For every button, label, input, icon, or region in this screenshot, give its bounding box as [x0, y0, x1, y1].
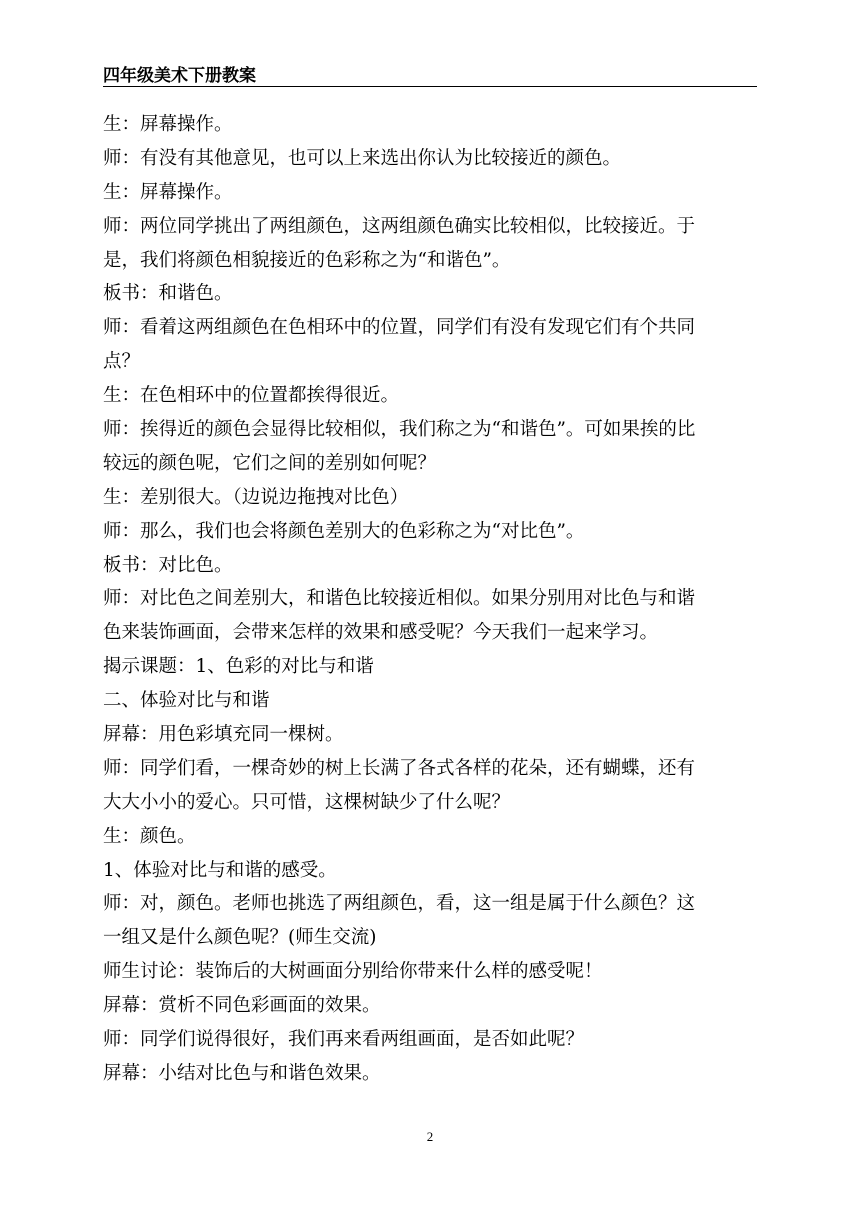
page-header-title: 四年级美术下册教案 — [103, 66, 256, 86]
text-line: 大大小小的爱心。只可惜，这棵树缺少了什么呢？ — [103, 791, 511, 813]
text-line: 屏幕：赏析不同色彩画面的效果。 — [103, 995, 381, 1017]
text-line: 师：两位同学挑出了两组颜色，这两组颜色确实比较相似，比较接近。于 — [103, 215, 696, 237]
text-line: 师：挨得近的颜色会显得比较相似，我们称之为“和谐色”。可如果挨的比 — [103, 419, 696, 441]
text-line: 生：差别很大。（边说边拖拽对比色） — [103, 486, 409, 508]
section-heading: 二、体验对比与和谐 — [103, 690, 270, 712]
text-line: 是，我们将颜色相貌接近的色彩称之为“和谐色”。 — [103, 249, 511, 271]
text-line: 一组又是什么颜色呢？(师生交流) — [103, 927, 377, 949]
text-line: 师：同学们说得很好，我们再来看两组画面，是否如此呢？ — [103, 1029, 585, 1051]
document-body — [103, 108, 765, 1091]
text-line: 屏幕：小结对比色与和谐色效果。 — [103, 1062, 381, 1084]
text-line: 较远的颜色呢，它们之间的差别如何呢？ — [103, 452, 437, 474]
text-line: 生：在色相环中的位置都挨得很近。 — [103, 385, 400, 407]
text-line: 色来装饰画面，会带来怎样的效果和感受呢？今天我们一起来学习。 — [103, 622, 659, 644]
text-line: 屏幕：用色彩填充同一棵树。 — [103, 724, 344, 746]
text-line: 师：有没有其他意见，也可以上来选出你认为比较接近的颜色。 — [103, 147, 622, 169]
text-line: 师：对，颜色。老师也挑选了两组颜色，看，这一组是属于什么颜色？这 — [103, 893, 696, 915]
text-line: 生：颜色。 — [103, 825, 196, 847]
text-line: 师：看着这两组颜色在色相环中的位置，同学们有没有发现它们有个共同 — [103, 317, 696, 339]
text-line: 师生讨论：装饰后的大树画面分别给你带来什么样的感受呢！ — [103, 961, 603, 983]
text-line: 点？ — [103, 351, 141, 373]
text-line: 板书：和谐色。 — [103, 283, 233, 305]
text-line: 揭示课题：1、色彩的对比与和谐 — [103, 656, 374, 678]
text-line: 生：屏幕操作。 — [103, 181, 233, 203]
text-line: 生：屏幕操作。 — [103, 114, 233, 135]
text-line: 师：同学们看，一棵奇妙的树上长满了各式各样的花朵，还有蝴蝶，还有 — [103, 757, 696, 779]
header-divider — [103, 86, 757, 87]
text-line: 师：那么，我们也会将颜色差别大的色彩称之为“对比色”。 — [103, 520, 585, 542]
page-number: 2 — [426, 1129, 434, 1144]
text-line: 板书：对比色。 — [103, 554, 233, 576]
subsection-heading: 1、体验对比与和谐的感受。 — [103, 859, 337, 881]
text-line: 师：对比色之间差别大，和谐色比较接近相似。如果分别用对比色与和谐 — [103, 588, 696, 610]
